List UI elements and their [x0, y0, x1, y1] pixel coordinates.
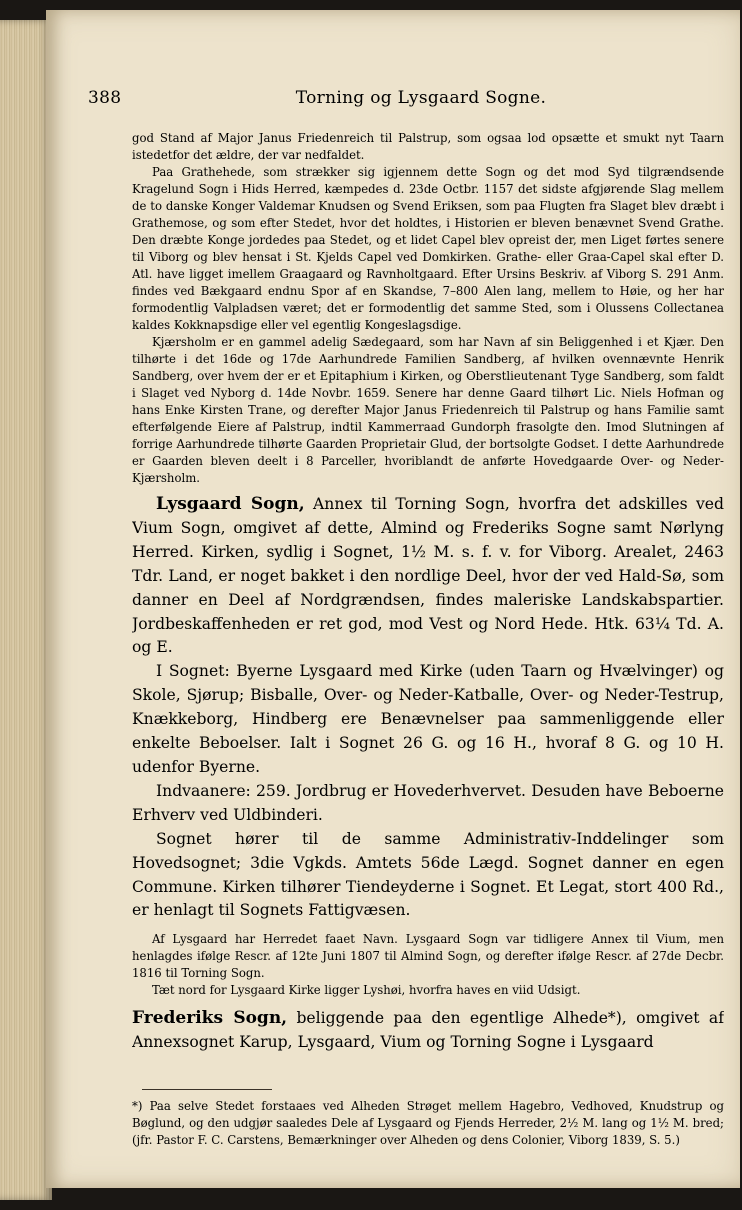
footnote [132, 1098, 724, 1149]
frederiks-section [132, 1007, 724, 1055]
lysgaard-inhabitants: Indvaanere: 259. Jordbrug er Hovederhvervet. Desuden have Beboerne Erhverv ved Uldbinderi. [132, 781, 724, 824]
frederiks-heading: Frederiks Sogn, [132, 1008, 288, 1029]
lysgaard-section [132, 493, 724, 923]
lysgaard-notes [132, 931, 724, 999]
book-page-edges [0, 20, 52, 1200]
lysgaard-intro-text: Annex til Torning Sogn, hvorfra det adskilles ved Vium Sogn, omgivet af dette, Almind og Frederiks Sogne samt Nørlyng Herred. Kirken, sydlig i Sognet, 1½ M. s. f. v. for Viborg. Arealet, 2463 Tdr. Land, er noget bakket i den nordlige Deel, hvor der ved Hald-Sø, som danner en Deel af Nordgrændsen, findes maleriske Landskabspartier. Jordbeskaffenheden er ret god, mod Vest og Nord Hede. Htk. 63¼ Td. A. og E. [132, 495, 724, 657]
frederiks-intro [132, 1007, 724, 1055]
lysgaard-villages: I Sognet: Byerne Lysgaard med Kirke (uden Taarn og Hvælvinger) og Skole, Sjørup; Bisballe, Over- og Neder-Katballe, Over- og Neder-Testrup, Knækkeborg, Hindberg ere Benævnelser paa sammenliggende eller enkelte Beboelser. Ialt i Sognet 26 G. og 16 H., hvoraf 8 G. og 10 H. udenfor Byerne. [132, 662, 724, 776]
paragraph-grathehede: Paa Grathehede, som strækker sig igjennem dette Sogn og det mod Syd tilgrændsende Kragelund Sogn i Hids Herred, kæmpedes d. 23de Octbr. 1157 det sidste afgjørende Slag mellem de to danske Konger Valdemar Knudsen og Svend Eriksen, som paa Flugten fra Slaget blev dræbt i Grathemose, og som efter Stedet, hvor det holdtes, i Historien er bleven benævnet Svend Grathe. Den dræbte Konge jordedes paa Stedet, og et lidet Capel blev opreist der, men Liget førtes senere til Viborg og blev hensat i St. Kjelds Capel ved Domkirken. Grathe- eller Graa-Capel skal efter D. Atl. have ligget imellem Graagaard og Ravnholtgaard. Efter Ursins Beskriv. af Viborg S. 291 Anm. findes ved Bækgaard endnu Spor af en Skandse, 7–800 Alen lang, mellem to Høie, og her har formodentlig Valpladsen været; det er formodentlig det samme Sted, som i Olussens Collectanea kaldes Kokknapsdige eller vel egentlig Kongeslagsdige. [132, 165, 724, 332]
lysgaard-administration: Sognet hører til de samme Administrativ-Inddelinger som Hovedsognet; 3die Vgkds. Amtets 56de Lægd. Sognet danner en egen Commune. Kirken tilhører Tiendeyderne i Sognet. Et Legat, stort 400 Rd., er henlagt til Sognets Fattigvæsen. [132, 829, 724, 920]
lysgaard-heading: Lysgaard Sogn, [156, 494, 305, 514]
footnote-rule [142, 1089, 272, 1090]
frederiks-text: beliggende paa den egentlige Alhede*), omgivet af Annexsognet Karup, Lysgaard, Vium og Torning Sogne i Lysgaard [132, 1009, 724, 1052]
paragraph-palstrup: god Stand af Major Janus Friedenreich til Palstrup, som ogsaa lod opsætte et smukt nyt Taarn istedetfor det ældre, der var nedfaldet. [132, 131, 724, 162]
note-herred-name: Af Lysgaard har Herredet faaet Navn. Lysgaard Sogn var tidligere Annex til Vium, men henlagdes ifølge Rescr. af 12te Juni 1807 til Almind Sogn, og derefter ifølge Rescr. af 27de Decbr. 1816 til Torning Sogn. [132, 932, 724, 981]
running-title: Torning og Lysgaard Sogne. [295, 88, 547, 108]
torning-continuation [132, 130, 724, 487]
page-number: 388 [88, 88, 122, 108]
note-lyshoi: Tæt nord for Lysgaard Kirke ligger Lyshøi, hvorfra haves en viid Udsigt. [152, 983, 581, 998]
lysgaard-intro [132, 493, 724, 660]
footnote-alheden: *) Paa selve Stedet forstaaes ved Alheden Strøget mellem Hagebro, Vedhoved, Knudstrup og Bøglund, og den udgjør saaledes Dele af Lysgaard og Fjends Herreder, 2½ M. lang og 1½ M. bred; (jfr. Pastor F. C. Carstens, Bemærkninger over Alheden og dens Colonier, Viborg 1839, S. 5.) [132, 1099, 724, 1148]
page-body [132, 130, 724, 1190]
paragraph-kjaersholm: Kjærsholm er en gammel adelig Sædegaard, som har Navn af sin Beliggenhed i et Kjær. Den tilhørte i det 16de og 17de Aarhundrede Familien Sandberg, af hvilken ovennævnte Henrik Sandberg, over hvem der er et Epitaphium i Kirken, og Oberstlieutenant Tyge Sandberg, som faldt i Slaget ved Nyborg d. 14de Novbr. 1659. Senere har denne Gaard tilhørt Lic. Niels Hofman og hans Enke Kirsten Trane, og derefter Major Janus Friedenreich til Palstrup og hans Familie samt efterfølgende Eiere af Palstrup, indtil Kammerraad Gundorph frasolgte den. Imod Slutningen af forrige Aarhundrede tilhørte Gaarden Proprietair Glud, der bortsolgte Godset. I dette Aarhundrede er Gaarden bleven deelt i 8 Parceller, hvoriblandt de anførte Hovedgaarde Over- og Neder-Kjærsholm. [132, 335, 724, 485]
